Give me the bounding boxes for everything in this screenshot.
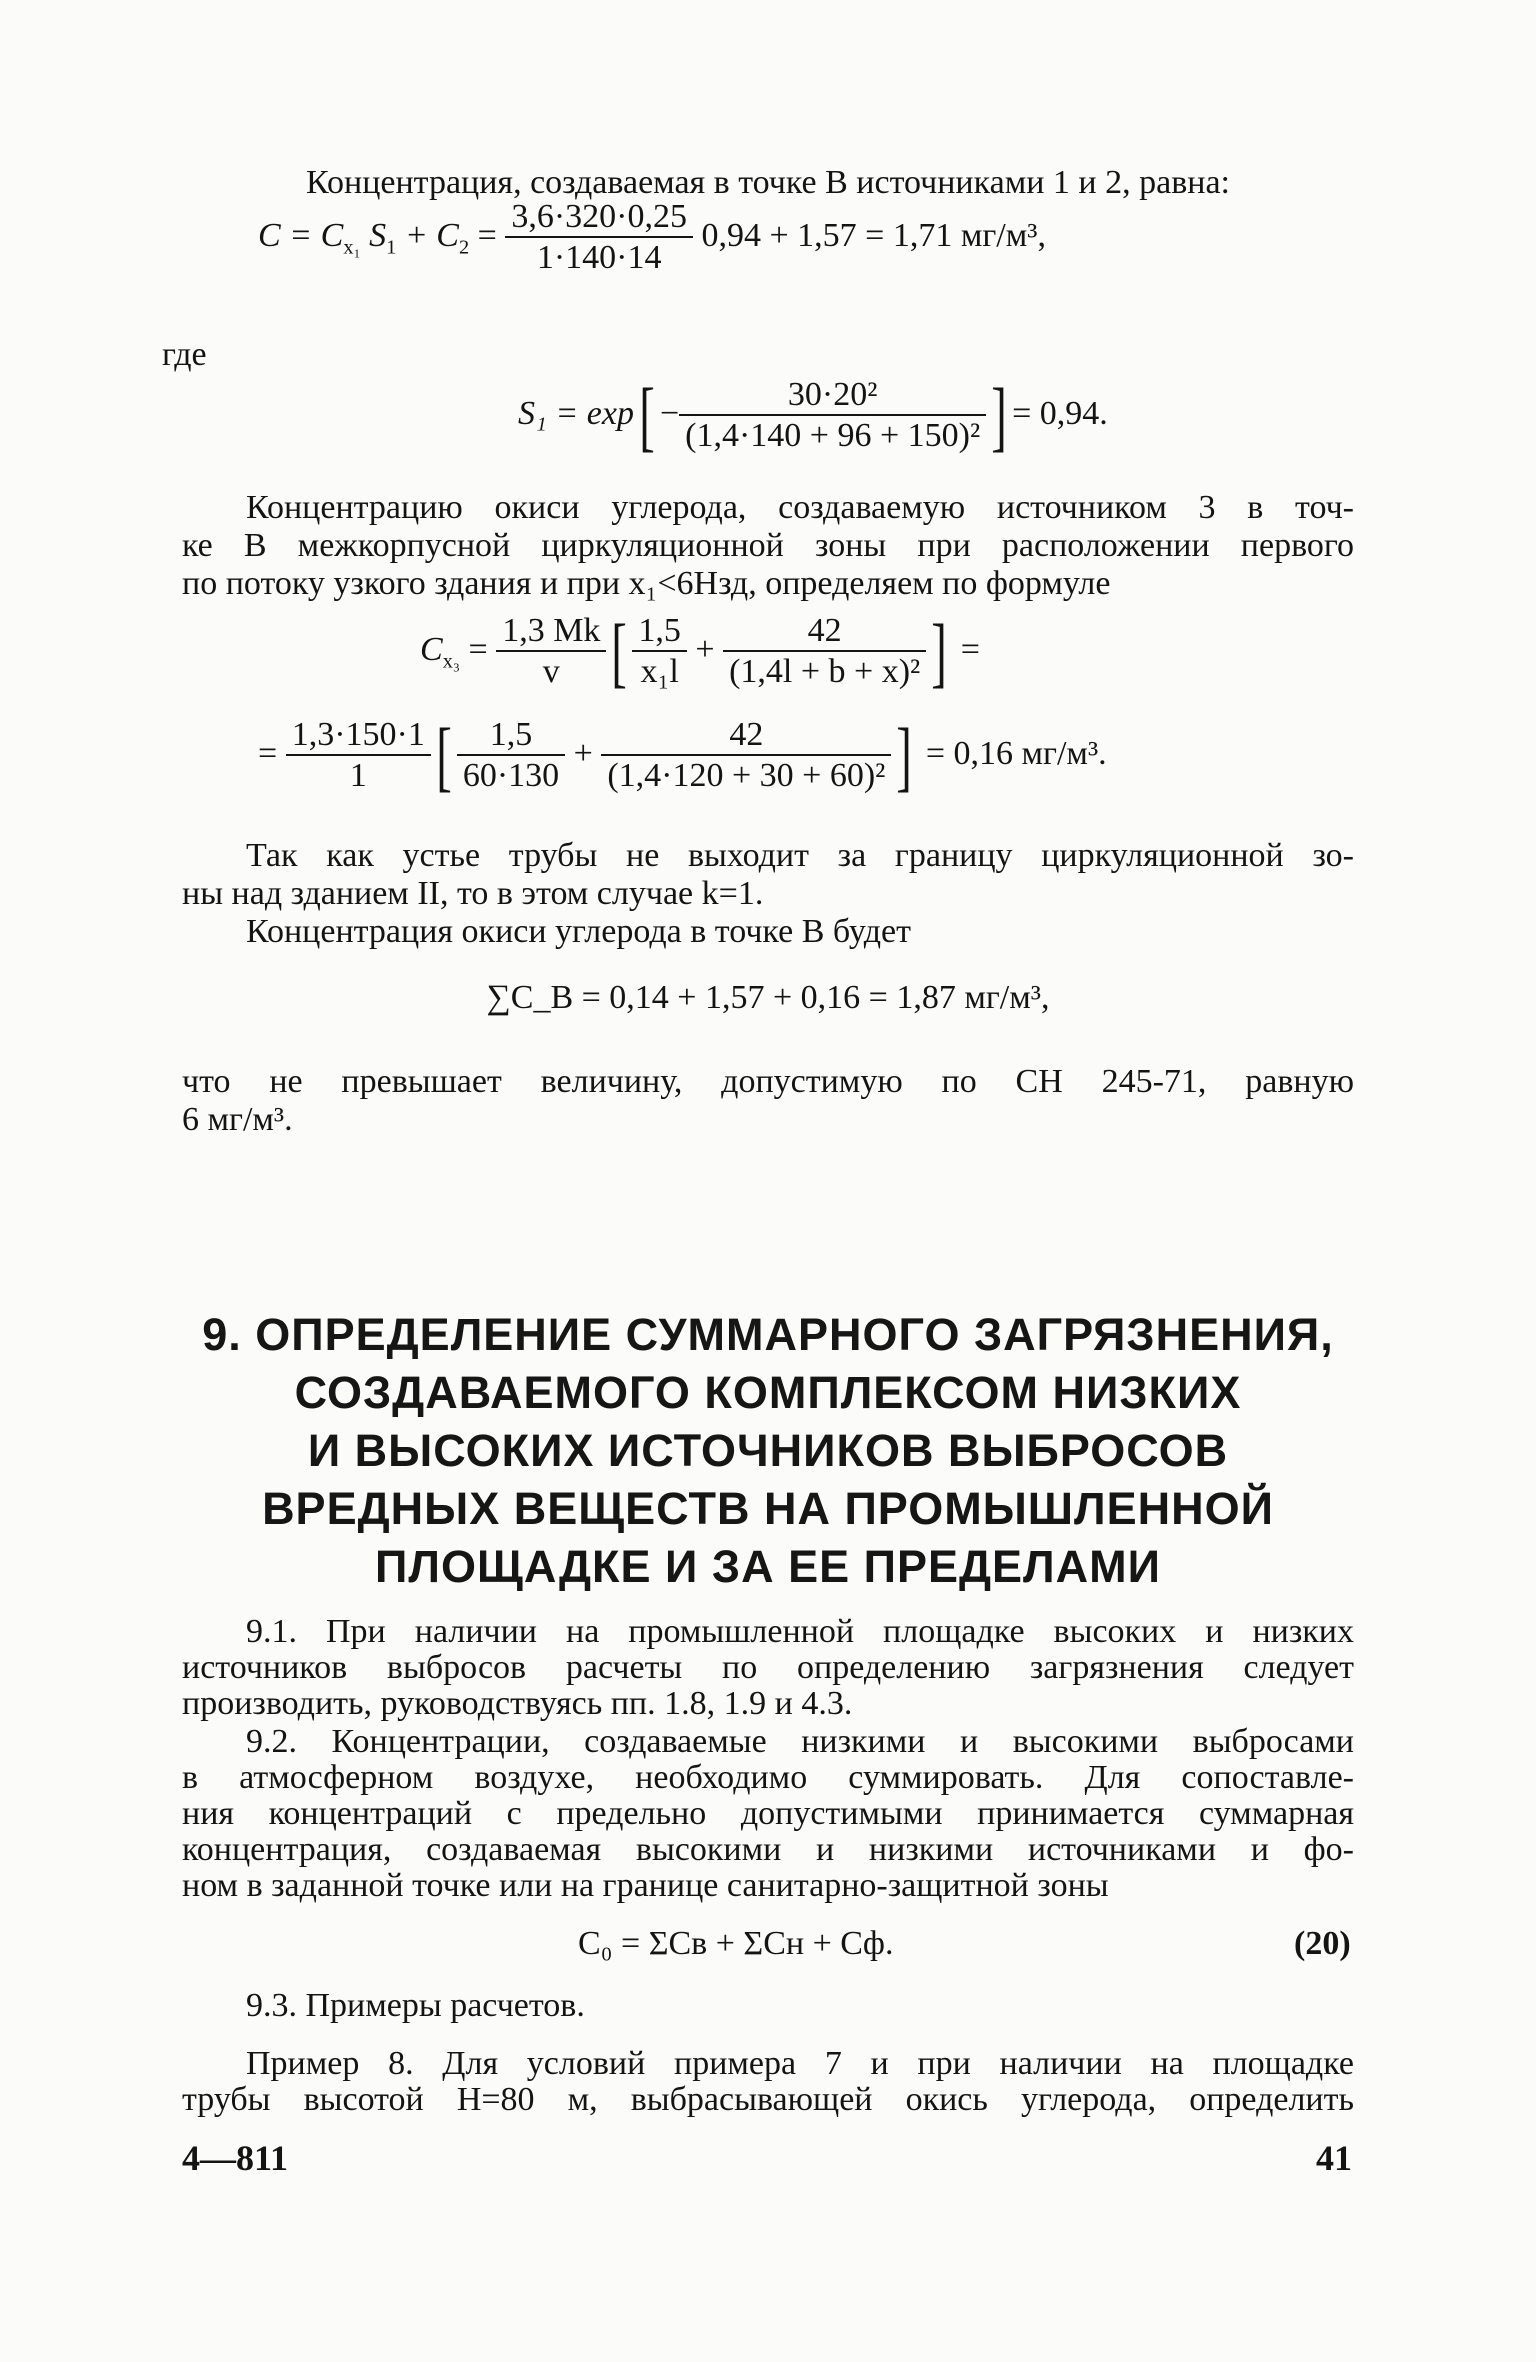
paragraph-line: 9.2. Концентрации, создаваемые низкими и высокими выбросами: [246, 1723, 1354, 1760]
paragraph-line: ны над зданием II, то в этом случае k=1.: [182, 875, 764, 912]
where-label: где: [162, 336, 207, 373]
paragraph-line: ния концентраций с предельно допустимыми принимается суммарная: [182, 1795, 1354, 1832]
paragraph-line: Так как устье трубы не выходит за границу циркуляционной зо-: [246, 837, 1354, 874]
equation-cx3-numeric: = $\frac{1,3\cdot 150\cdot 1}{1}$ [ $\frac{1,5}{60\cdot 130}$ + $\frac{42}{\text{(1,4·120 + 30 + 60)²}}$ ] = 0,16 мг/м³.: [258, 712, 1107, 799]
paragraph-line: концентрация, создаваемая высокими и низкими источниками и фо-: [182, 1831, 1354, 1868]
equation-sum-cb: ∑C_B = 0,14 + 1,57 + 0,16 = 1,87 мг/м³,: [486, 979, 1050, 1016]
paragraph-line: 9.3. Примеры расчетов.: [246, 1987, 585, 2024]
paragraph-line: 9.1. При наличии на промышленной площадке высоких и низких: [246, 1613, 1354, 1650]
paragraph-line: ном в заданной точке или на границе санитарно-защитной зоны: [182, 1867, 1109, 1904]
paragraph-line: Пример 8. Для условий примера 7 и при наличии на площадке: [246, 2045, 1354, 2082]
paragraph-line: Концентрация окиси углерода в точке В будет: [246, 913, 911, 950]
paragraph-line: в атмосферном воздухе, необходимо суммировать. Для сопоставле-: [182, 1759, 1354, 1796]
equation-number: (20): [1294, 1925, 1351, 1962]
equation-concentration-c: $C = C_{x_1}$ $S_1 + C_2$ = $\frac{3,6\cdot 320\cdot 0,25}{1\cdot 140\cdot 14}$ 0,94 + 1,57 = 1,71 мг/м³,: [258, 198, 1046, 276]
section-heading-line: И ВЫСОКИХ ИСТОЧНИКОВ ВЫБРОСОВ: [307, 1425, 1229, 1476]
page-number: 41: [1316, 2138, 1352, 2178]
fraction: $\frac{3,6\cdot 320\cdot 0,25}{1\cdot 140\cdot 14}$: [505, 198, 693, 278]
paragraph-line: производить, руководствуясь пп. 1.8, 1.9 и 4.3.: [182, 1685, 853, 1722]
section-heading-line: ВРЕДНЫХ ВЕЩЕСТВ НА ПРОМЫШЛЕННОЙ: [262, 1483, 1274, 1534]
equation-s1: S₁ = exp[ − $\frac{\text{30·20²}}{\text{(1,4·140 + 96 + 150)²}}$ ] = 0,94.: [518, 372, 1108, 459]
equation-cx3: $C_{x_3}$ = $\frac{1,3 Mk}{v}$ [ $\frac{1,5}{\text{x₁l}}$ + $\frac{42}{\text{(1,4l + b + x)²}}$ ] =: [420, 608, 980, 695]
paragraph-line: источников выбросов расчеты по определению загрязнения следует: [182, 1649, 1354, 1686]
paragraph-line: что не превышает величину, допустимую по СН 245-71, равную: [182, 1063, 1354, 1100]
paragraph-line: 6 мг/м³.: [182, 1101, 293, 1138]
section-heading-line: ПЛОЩАДКЕ И ЗА ЕЕ ПРЕДЕЛАМИ: [375, 1541, 1161, 1592]
section-heading-line: 9. ОПРЕДЕЛЕНИЕ СУММАРНОГО ЗАГРЯЗНЕНИЯ,: [202, 1309, 1334, 1360]
footer-code: 4—811: [182, 2138, 289, 2178]
equation-20: C₀ = ΣCв + ΣCн + Cф.: [578, 1925, 894, 1962]
paragraph-line: ке В межкорпусной циркуляционной зоны при расположении первого: [182, 527, 1354, 564]
paragraph-line: по потоку узкого здания и при x₁<6Hзд, определяем по формуле: [182, 565, 1111, 602]
section-heading-line: СОЗДАВАЕМОГО КОМПЛЕКСОМ НИЗКИХ: [294, 1367, 1242, 1418]
paragraph-line: Концентрацию окиси углерода, создаваемую источником 3 в точ-: [246, 489, 1354, 526]
intro-line: Концентрация, создаваемая в точке В источниками 1 и 2, равна:: [306, 164, 1230, 201]
paragraph-line: трубы высотой H=80 м, выбрасывающей окись углерода, определить: [182, 2081, 1354, 2118]
